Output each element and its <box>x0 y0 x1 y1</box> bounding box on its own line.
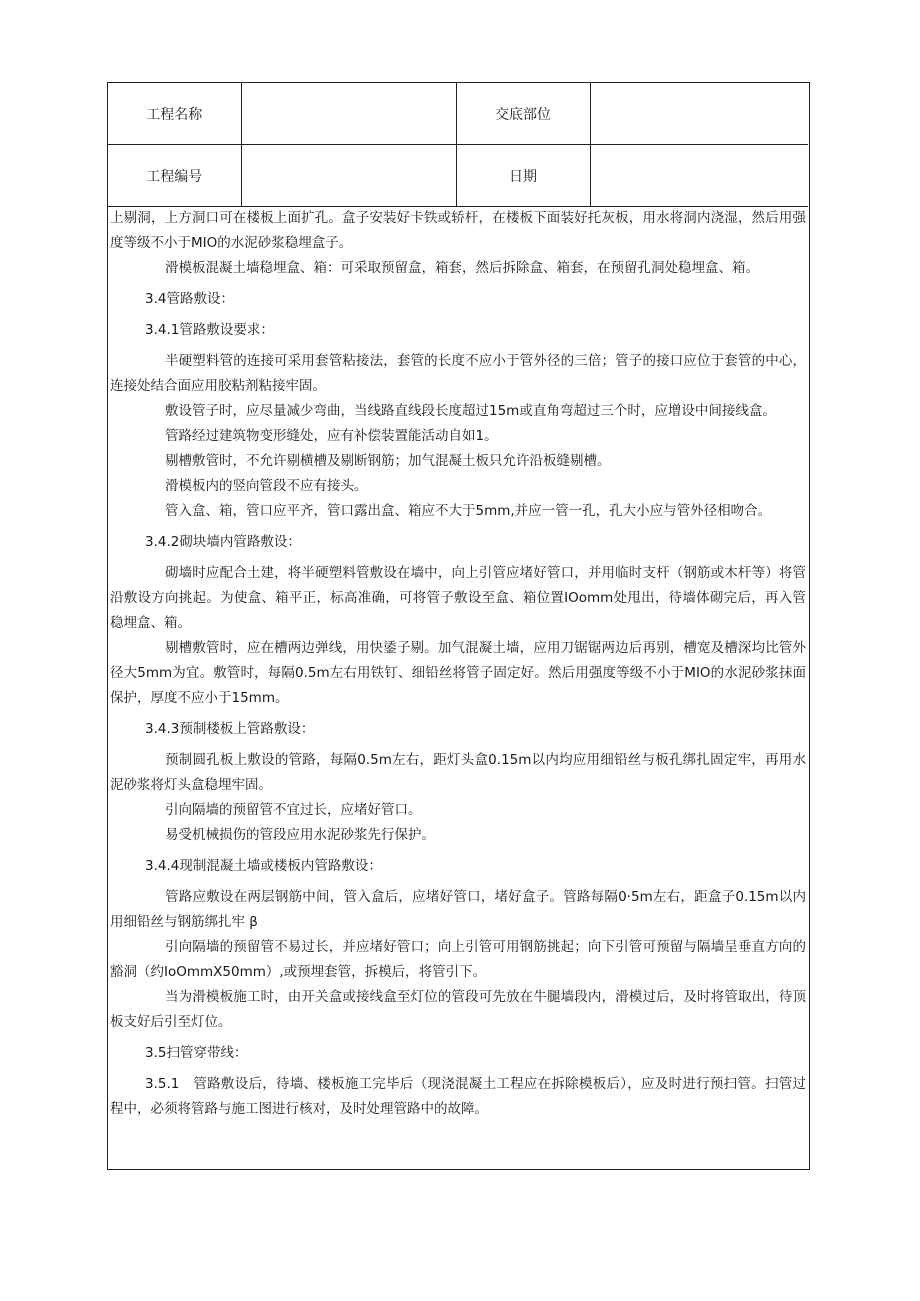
paragraph: 易受机械损伤的管段应用水泥砂浆先行保护。 <box>165 827 435 843</box>
date-label: 日期 <box>456 145 590 207</box>
paragraph: 管入盒、箱，管口应平齐，管口露出盒、箱应不大于5mm,并应一管一孔，孔大小应与管外径相吻合。 <box>165 503 772 519</box>
document-frame <box>107 82 810 1170</box>
paragraph: 剔槽敷管时，应在槽两边弹线，用快鋈子剔。加气混凝土墙，应用刀锯锯两边后再别，槽宽及槽深均比管外径大5mm为宜。敷管时，每隔0.5m左右用铁钉、细铅丝将管子固定好。然后用强度等级不小于MIO的水泥砂浆抹面保护，厚度不应小于15mm。 <box>110 640 806 706</box>
project-name-label: 工程名称 <box>108 83 241 145</box>
paragraph: 滑模板内的竖向管段不应有接头。 <box>165 478 368 494</box>
paragraph: 当为滑模板施工时，由开关盒或接线盒至灯位的管段可先放在牛腿墙段内，滑模过后，及时将管取出，待顶板支好后引至灯位。 <box>110 989 806 1030</box>
paragraph: 引向隔墙的预留管不宜过长，应堵好管口。 <box>165 802 422 818</box>
project-no-value <box>241 145 456 207</box>
subsection-heading: 3.4.3预制楼板上管路敷设： <box>145 721 315 737</box>
paragraph: 预制圆孔板上敷设的管路，每隔0.5m左右，距灯头盒0.15m以内均应用细铅丝与板孔绑扎固定牢，再用水泥砂浆将灯头盒稳埋牢固。 <box>110 752 806 793</box>
section-heading: 3.5扫管穿带线： <box>145 1045 248 1061</box>
date-value <box>590 145 808 207</box>
location-value <box>590 83 808 145</box>
paragraph: 剔槽敷管时，不允许剔横槽及剔断钢筋；加气混凝土板只允许沿板缝剔槽。 <box>165 453 611 469</box>
paragraph: 滑模板混凝土墙稳埋盒、箱：可采取预留盒，箱套，然后拆除盒、箱套，在预留孔洞处稳埋盒、箱。 <box>165 260 759 276</box>
paragraph: 管路经过建筑物变形缝处，应有补偿装置能活动自如1。 <box>165 428 498 444</box>
content-body <box>108 206 808 1122</box>
section-heading: 3.4管路敷设： <box>145 291 234 307</box>
header-row-2 <box>108 145 808 207</box>
paragraph: 半硬塑料管的连接可采用套管粘接法，套管的长度不应小于管外径的三倍；管子的接口应位于套管的中心，连接处结合面应用胶粘剂粘接牢固。 <box>110 353 806 394</box>
paragraph: 敷设管子时，应尽量减少弯曲，当线路直线段长度超过15m或直角弯超过三个时，应增设中间接线盒。 <box>165 403 776 419</box>
subsection-heading: 3.4.4现制混凝土墙或楼板内管路敷设： <box>145 858 382 874</box>
subsection-heading: 3.4.1管路敷设要求： <box>145 322 274 338</box>
project-no-label: 工程编号 <box>108 145 241 207</box>
header-row-1 <box>108 83 808 145</box>
paragraph: 上剔洞，上方洞口可在楼板上面扩孔。盒子安装好卡铁或轿杆，在楼板下面装好托灰板，用水将洞内浇湿，然后用强度等级不小于MIO的水泥砂浆稳埋盒子。 <box>110 210 806 251</box>
location-label: 交底部位 <box>456 83 590 145</box>
subsection-heading: 3.4.2砌块墙内管路敷设： <box>145 534 301 550</box>
project-name-value <box>241 83 456 145</box>
paragraph: 管路应敷设在两层钢筋中间，管入盒后，应堵好管口，堵好盒子。管路每隔0·5m左右，距盒子0.15m以内用细铅丝与钢筋绑扎牢 β <box>110 889 806 930</box>
header-table <box>108 83 808 207</box>
paragraph: 3.5.1 管路敷设后，待墙、楼板施工完毕后（现浇混凝土工程应在拆除模板后），应及时进行预扫管。扫管过程中，必须将管路与施工图进行核对，及时处理管路中的故障。 <box>110 1076 806 1117</box>
paragraph: 引向隔墙的预留管不易过长，并应堵好管口；向上引管可用钢筋挑起；向下引管可预留与隔墙呈垂直方向的豁洞（约IoOmmX50mm）,或预埋套管，拆模后，将管引下。 <box>110 939 806 980</box>
paragraph: 砌墙时应配合土建，将半硬塑料管敷设在墙中，向上引管应堵好管口，并用临时支杆（钢筋或木杆等）将管沿敷设方向挑起。为使盒、箱平正，标高准确，可将管子敷设至盒、箱位置IOomm处甩出，待墙体砌完后，再入管稳埋盒、箱。 <box>110 565 806 631</box>
